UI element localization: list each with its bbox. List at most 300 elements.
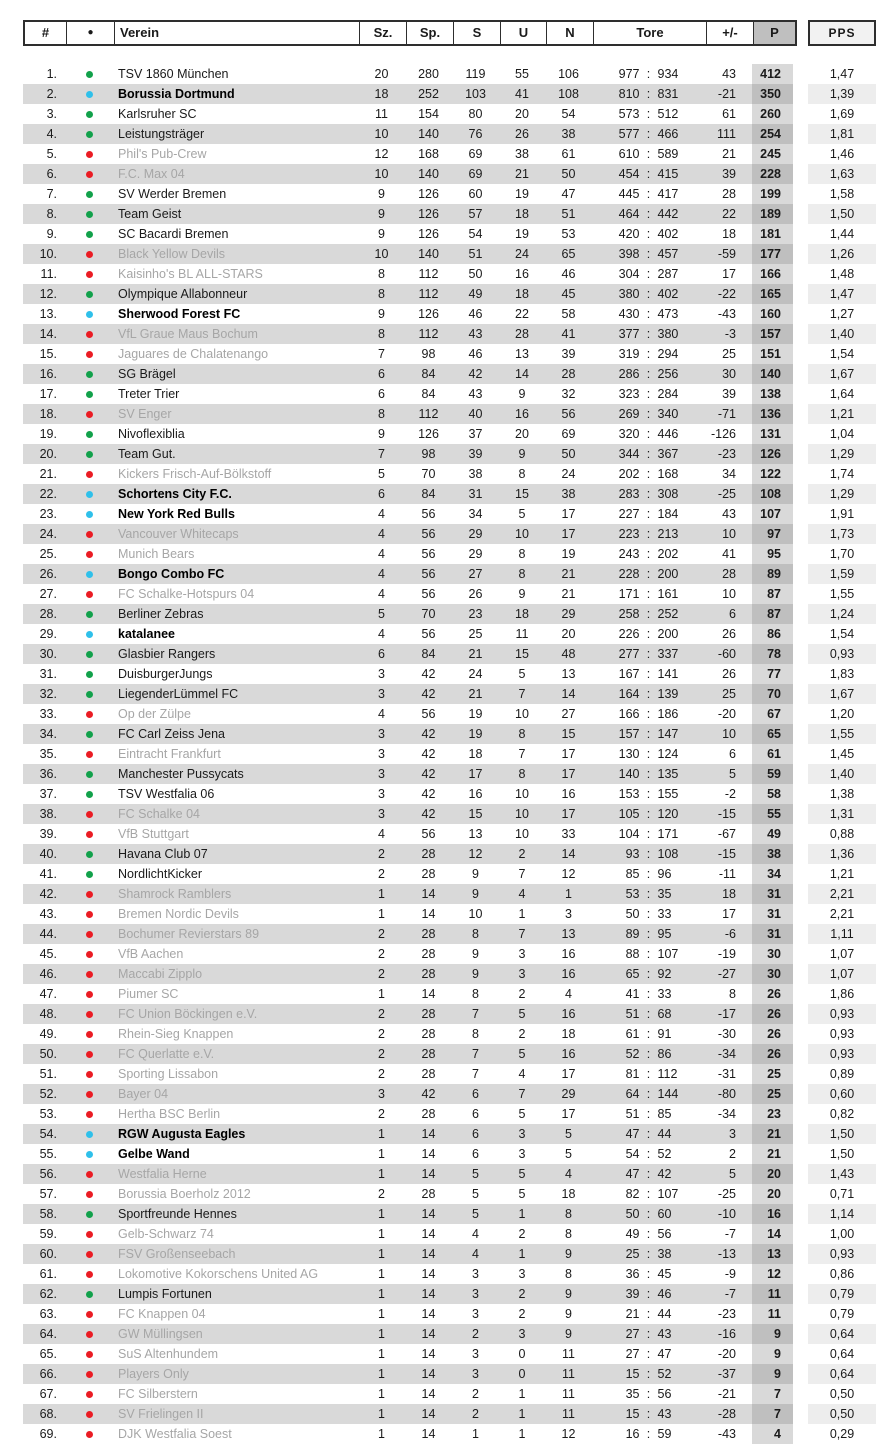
rank-cell: 66. — [23, 1364, 65, 1384]
goals-colon: : — [646, 1407, 651, 1421]
matches-cell: 280 — [418, 67, 439, 81]
points-cell: 87 — [752, 584, 793, 604]
team-name[interactable]: Gelb-Schwarz 74 — [118, 1227, 214, 1241]
losses-cell: 17 — [545, 764, 592, 784]
matches-cell: 14 — [405, 1364, 452, 1384]
table-row — [23, 624, 876, 644]
team-name[interactable]: New York Red Bulls — [118, 507, 235, 521]
goals-against: 45 — [657, 1267, 672, 1281]
seasons-cell: 3 — [378, 667, 385, 681]
points-cell: 49 — [752, 824, 793, 844]
team-name[interactable]: Lumpis Fortunen — [113, 1284, 358, 1304]
goals-for: 153 — [618, 787, 640, 801]
goals-cell — [592, 444, 705, 464]
team-name[interactable]: Sporting Lissabon — [118, 1067, 219, 1081]
table-row — [23, 324, 876, 344]
team-name[interactable]: FC Schalke 04 — [113, 804, 358, 824]
table-row — [23, 1384, 876, 1404]
seasons-cell: 2 — [378, 1027, 385, 1041]
team-name[interactable]: FC Carl Zeiss Jena — [113, 724, 358, 744]
wins-cell: 26 — [468, 587, 483, 601]
pps-cell: 1,38 — [829, 787, 855, 801]
wins-cell: 4 — [472, 1227, 479, 1241]
column-gap — [793, 244, 808, 264]
goals-for: 573 — [618, 107, 640, 121]
column-gap — [793, 544, 808, 564]
goals-against: 589 — [657, 147, 679, 161]
team-name[interactable]: Rhein-Sieg Knappen — [118, 1027, 234, 1041]
column-gap — [793, 564, 808, 584]
draws-cell: 1 — [518, 1427, 526, 1441]
matches-cell: 98 — [421, 347, 436, 361]
matches-cell: 28 — [421, 1067, 436, 1081]
column-gap — [793, 1384, 808, 1404]
wins-cell: 34 — [468, 507, 483, 521]
goals-colon: : — [646, 447, 651, 461]
header-sp: Sp. — [407, 22, 454, 44]
column-gap — [793, 1304, 808, 1324]
team-name[interactable]: Shamrock Ramblers — [113, 884, 358, 904]
team-name[interactable]: Leistungsträger — [113, 124, 358, 144]
wins-cell: 60 — [468, 187, 483, 201]
points-cell: 77 — [752, 664, 793, 684]
team-name[interactable]: Players Only — [113, 1364, 358, 1384]
team-name[interactable]: SC Bacardi Bremen — [118, 227, 229, 241]
column-gap — [793, 1044, 808, 1064]
red-status-dot-icon — [86, 1351, 93, 1358]
table-row — [23, 644, 876, 664]
goals-colon: : — [646, 647, 651, 661]
matches-cell: 112 — [405, 404, 452, 424]
goals-cell — [592, 824, 705, 844]
team-name[interactable]: Treter Trier — [118, 387, 180, 401]
red-status-dot-icon — [86, 1411, 93, 1418]
pps-cell: 0,50 — [808, 1404, 876, 1424]
team-name[interactable]: GW Müllingsen — [113, 1324, 358, 1344]
goal-diff-cell: -67 — [717, 827, 736, 841]
wins-cell: 80 — [468, 107, 483, 121]
goals-against: 934 — [657, 67, 679, 81]
goals-for: 228 — [618, 567, 640, 581]
goals-cell — [592, 1264, 705, 1284]
goals-against: 512 — [657, 107, 679, 121]
table-row — [23, 184, 876, 204]
goals-against: 107 — [657, 947, 679, 961]
status-dot-cell — [65, 324, 113, 344]
matches-cell: 56 — [421, 627, 436, 641]
goals-cell — [592, 344, 705, 364]
team-name[interactable]: SV Enger — [113, 404, 358, 424]
green-status-dot-icon — [86, 431, 93, 438]
table-row — [23, 284, 876, 304]
rank-cell: 41. — [39, 867, 57, 881]
column-gap — [793, 684, 808, 704]
wins-cell: 9 — [452, 884, 499, 904]
goals-colon: : — [646, 567, 651, 581]
team-name[interactable]: SuS Altenhundem — [118, 1347, 219, 1361]
team-name[interactable]: FC Knappen 04 — [118, 1307, 206, 1321]
goals-for: 82 — [625, 1187, 640, 1201]
team-name[interactable]: Black Yellow Devils — [113, 244, 358, 264]
pps-cell: 1,73 — [808, 524, 876, 544]
goals-cell — [592, 724, 705, 744]
goals-for: 269 — [618, 407, 640, 421]
green-status-dot-icon — [86, 291, 93, 298]
team-name[interactable]: Munich Bears — [118, 547, 195, 561]
status-dot-cell — [65, 244, 113, 264]
goals-for: 304 — [618, 267, 640, 281]
draws-cell: 8 — [518, 547, 526, 561]
goal-diff-cell: -21 — [705, 84, 752, 104]
pps-cell: 1,67 — [808, 364, 876, 384]
status-dot-cell — [65, 484, 113, 504]
table-row — [23, 104, 876, 124]
draws-cell: 3 — [518, 1147, 526, 1161]
draws-cell: 2 — [518, 1227, 526, 1241]
status-dot-cell — [65, 1164, 113, 1184]
goals-colon: : — [646, 1247, 651, 1261]
red-status-dot-icon — [86, 1071, 93, 1078]
team-name[interactable]: NordlichtKicker — [118, 867, 203, 881]
goals-cell — [592, 604, 705, 624]
seasons-cell: 3 — [358, 804, 405, 824]
draws-cell: 3 — [518, 947, 526, 961]
points-cell: 86 — [752, 624, 793, 644]
team-name[interactable]: Bayer 04 — [113, 1084, 358, 1104]
goal-diff-cell: -71 — [705, 404, 752, 424]
team-name[interactable]: Bochumer Revierstars 89 — [113, 924, 358, 944]
column-gap — [793, 1084, 808, 1104]
pps-cell: 1,47 — [829, 67, 855, 81]
team-name[interactable]: Phil's Pub-Crew — [118, 147, 207, 161]
team-name[interactable]: VfB Aachen — [118, 947, 184, 961]
team-name[interactable]: Manchester Pussycats — [113, 764, 358, 784]
team-name[interactable]: TSV Westfalia 06 — [118, 787, 215, 801]
table-row — [23, 84, 876, 104]
column-gap — [793, 304, 808, 324]
status-dot-cell — [65, 1084, 113, 1104]
goal-diff-cell: 3 — [705, 1124, 752, 1144]
column-gap — [793, 424, 808, 444]
pps-cell: 1,43 — [808, 1164, 876, 1184]
rank-cell: 58. — [23, 1204, 65, 1224]
pps-cell: 1,50 — [808, 204, 876, 224]
draws-cell: 1 — [499, 1404, 545, 1424]
goals-colon: : — [646, 1267, 651, 1281]
status-dot-cell — [65, 584, 113, 604]
rank-cell: 60. — [23, 1244, 65, 1264]
matches-cell: 42 — [405, 724, 452, 744]
team-name[interactable]: LiegenderLümmel FC — [113, 684, 358, 704]
team-name[interactable]: Westfalia Herne — [113, 1164, 358, 1184]
draws-cell: 13 — [515, 347, 529, 361]
draws-cell: 5 — [499, 1004, 545, 1024]
goals-against: 337 — [657, 647, 679, 661]
table-row — [23, 584, 876, 604]
status-dot-cell — [65, 644, 113, 664]
pps-cell: 0,60 — [808, 1084, 876, 1104]
points-cell: 34 — [752, 864, 793, 884]
losses-cell: 17 — [561, 507, 576, 521]
wins-cell: 3 — [472, 1347, 479, 1361]
goals-colon: : — [646, 667, 651, 681]
team-name[interactable]: Borussia Boerholz 2012 — [118, 1187, 251, 1201]
team-name[interactable]: Schortens City F.C. — [113, 484, 358, 504]
rank-cell: 22. — [23, 484, 65, 504]
wins-cell: 16 — [468, 787, 483, 801]
header-u: U — [501, 22, 547, 44]
team-name[interactable]: FSV Großenseebach — [113, 1244, 358, 1264]
table-row — [23, 744, 876, 764]
goals-against: 46 — [657, 1287, 672, 1301]
goals-for: 85 — [625, 867, 640, 881]
status-dot-cell — [65, 1104, 113, 1124]
team-name[interactable]: Nivoflexiblia — [118, 427, 185, 441]
draws-cell: 20 — [515, 107, 529, 121]
team-name[interactable]: Team Gut. — [113, 444, 358, 464]
status-dot-cell — [65, 564, 113, 584]
goals-for: 51 — [625, 1107, 640, 1121]
team-name[interactable]: SV Frielingen II — [113, 1404, 358, 1424]
seasons-cell: 7 — [358, 444, 405, 464]
wins-cell: 103 — [452, 84, 499, 104]
points-cell: 78 — [752, 644, 793, 664]
losses-cell: 16 — [545, 1044, 592, 1064]
wins-cell: 3 — [452, 1284, 499, 1304]
green-status-dot-icon — [86, 391, 93, 398]
matches-cell: 14 — [421, 1147, 436, 1161]
column-gap — [793, 364, 808, 384]
pps-cell: 1,44 — [829, 227, 855, 241]
goals-against: 402 — [657, 287, 679, 301]
team-name[interactable]: FC Querlatte e.V. — [113, 1044, 358, 1064]
wins-cell: 8 — [472, 987, 479, 1001]
seasons-cell: 3 — [358, 1084, 405, 1104]
goal-diff-cell: 6 — [729, 747, 736, 761]
team-name[interactable]: Jaguares de Chalatenango — [118, 347, 269, 361]
seasons-cell: 1 — [378, 1347, 385, 1361]
matches-cell: 14 — [405, 1404, 452, 1424]
table-row — [23, 1164, 876, 1184]
rank-cell: 21. — [39, 467, 57, 481]
goals-cell — [592, 1364, 705, 1384]
column-gap — [793, 1224, 808, 1244]
team-name[interactable]: FC Union Böckingen e.V. — [113, 1004, 358, 1024]
team-name[interactable]: SG Brägel — [113, 364, 358, 384]
goals-for: 420 — [618, 227, 640, 241]
team-name[interactable]: SV Werder Bremen — [118, 187, 227, 201]
matches-cell: 14 — [405, 884, 452, 904]
goal-diff-cell: -30 — [717, 1027, 736, 1041]
status-dot-cell — [65, 804, 113, 824]
team-name[interactable]: Gelbe Wand — [118, 1147, 190, 1161]
goals-cell — [592, 1284, 705, 1304]
status-dot-cell — [65, 424, 113, 444]
goal-diff-cell: -126 — [710, 427, 736, 441]
team-name[interactable]: Bremen Nordic Devils — [118, 907, 239, 921]
team-name[interactable]: Olympique Allabonneur — [113, 284, 358, 304]
red-status-dot-icon — [86, 471, 93, 478]
team-name[interactable]: katalanee — [118, 627, 175, 641]
pps-cell: 0,79 — [808, 1284, 876, 1304]
pps-cell: 1,24 — [808, 604, 876, 624]
goals-against: 96 — [657, 867, 672, 881]
pps-cell: 1,86 — [829, 987, 855, 1001]
team-name[interactable]: DuisburgerJungs — [118, 667, 213, 681]
losses-cell: 50 — [545, 164, 592, 184]
goals-for: 377 — [618, 327, 640, 341]
seasons-cell: 2 — [358, 844, 405, 864]
goals-cell — [592, 1224, 705, 1244]
seasons-cell: 8 — [378, 267, 385, 281]
losses-cell: 15 — [545, 724, 592, 744]
draws-cell: 9 — [518, 387, 526, 401]
seasons-cell: 1 — [378, 1147, 385, 1161]
pps-cell: 1,07 — [808, 964, 876, 984]
goals-cell — [592, 864, 705, 884]
draws-cell: 10 — [499, 524, 545, 544]
matches-cell: 42 — [421, 667, 436, 681]
goals-colon: : — [646, 367, 651, 381]
points-cell: 254 — [752, 124, 793, 144]
draws-cell: 8 — [499, 724, 545, 744]
team-name[interactable]: Vancouver Whitecaps — [113, 524, 358, 544]
team-name[interactable]: Glasbier Rangers — [113, 644, 358, 664]
matches-cell: 28 — [421, 947, 436, 961]
goal-diff-cell: -80 — [705, 1084, 752, 1104]
team-name[interactable]: VfB Stuttgart — [118, 827, 189, 841]
red-status-dot-icon — [86, 1311, 93, 1318]
goals-against: 168 — [657, 467, 679, 481]
losses-cell: 108 — [545, 84, 592, 104]
goals-colon: : — [646, 207, 651, 221]
matches-cell: 28 — [421, 1107, 436, 1121]
seasons-cell: 9 — [378, 307, 385, 321]
cyan-status-dot-icon — [86, 311, 93, 318]
points-cell: 14 — [752, 1224, 793, 1244]
wins-cell: 42 — [452, 364, 499, 384]
status-dot-cell — [65, 164, 113, 184]
pps-cell: 1,70 — [829, 547, 855, 561]
team-name[interactable]: Lokomotive Kokorschens United AG — [118, 1267, 319, 1281]
goal-diff-cell: 10 — [705, 524, 752, 544]
team-name[interactable]: F.C. Max 04 — [113, 164, 358, 184]
goals-for: 258 — [618, 607, 640, 621]
goals-colon: : — [646, 847, 651, 861]
team-name[interactable]: Bongo Combo FC — [113, 564, 358, 584]
losses-cell: 48 — [545, 644, 592, 664]
seasons-cell: 1 — [378, 1427, 385, 1441]
goal-diff-cell: 61 — [722, 107, 736, 121]
team-name[interactable]: Karlsruher SC — [118, 107, 197, 121]
points-cell: 13 — [752, 1244, 793, 1264]
team-name[interactable]: VfL Graue Maus Bochum — [113, 324, 358, 344]
seasons-cell: 6 — [358, 644, 405, 664]
draws-cell: 5 — [499, 1044, 545, 1064]
team-name[interactable]: Piumer SC — [118, 987, 179, 1001]
red-status-dot-icon — [86, 1251, 93, 1258]
points-cell: 31 — [752, 884, 793, 904]
points-cell: 20 — [752, 1164, 793, 1184]
team-name[interactable]: Berliner Zebras — [113, 604, 358, 624]
status-dot-cell — [65, 1004, 113, 1024]
table-row — [23, 124, 876, 144]
goals-for: 164 — [618, 687, 640, 701]
team-name[interactable]: Kaisinho's BL ALL-STARS — [118, 267, 263, 281]
team-name[interactable]: Kickers Frisch-Auf-Bölkstoff — [118, 467, 272, 481]
column-gap — [793, 464, 808, 484]
wins-cell: 21 — [452, 644, 499, 664]
team-name[interactable]: Sherwood Forest FC — [118, 307, 241, 321]
team-name[interactable]: Sportfreunde Hennes — [113, 1204, 358, 1224]
team-name[interactable]: Team Geist — [113, 204, 358, 224]
rank-cell: 26. — [23, 564, 65, 584]
draws-cell: 10 — [499, 804, 545, 824]
table-row — [23, 264, 876, 284]
goal-diff-cell: 17 — [722, 267, 736, 281]
wins-cell: 6 — [472, 1107, 479, 1121]
team-name[interactable]: TSV 1860 München — [118, 67, 229, 81]
team-name[interactable]: RGW Augusta Eagles — [113, 1124, 358, 1144]
team-name[interactable]: Borussia Dortmund — [113, 84, 358, 104]
goals-colon: : — [646, 1027, 651, 1041]
rank-cell: 4. — [23, 124, 65, 144]
goal-diff-cell: -2 — [724, 787, 736, 801]
wins-cell: 7 — [472, 1067, 479, 1081]
goals-against: 60 — [657, 1207, 672, 1221]
goals-colon: : — [646, 607, 651, 621]
team-name[interactable]: FC Schalke-Hotspurs 04 — [118, 587, 255, 601]
team-name[interactable]: Op der Zülpe — [118, 707, 191, 721]
seasons-cell: 4 — [378, 547, 385, 561]
seasons-cell: 8 — [358, 404, 405, 424]
column-gap — [793, 84, 808, 104]
points-cell: 25 — [752, 1064, 793, 1084]
points-cell: 61 — [752, 744, 793, 764]
draws-cell: 18 — [499, 204, 545, 224]
goals-against: 120 — [657, 807, 679, 821]
team-name[interactable]: Eintracht Frankfurt — [118, 747, 221, 761]
losses-cell: 17 — [561, 1107, 576, 1121]
team-name[interactable]: Maccabi Zipplo — [113, 964, 358, 984]
goals-for: 157 — [618, 727, 640, 741]
red-status-dot-icon — [86, 1091, 93, 1098]
team-name[interactable]: DJK Westfalia Soest — [118, 1427, 232, 1441]
status-dot-cell — [65, 744, 113, 764]
team-name[interactable]: FC Silberstern — [118, 1387, 198, 1401]
column-gap — [793, 664, 808, 684]
team-name[interactable]: Havana Club 07 — [113, 844, 358, 864]
header-tore: Tore — [594, 22, 707, 44]
goal-diff-cell: 10 — [705, 724, 752, 744]
losses-cell: 12 — [561, 1427, 576, 1441]
seasons-cell: 1 — [378, 1267, 385, 1281]
points-cell: 25 — [752, 1084, 793, 1104]
wins-cell: 27 — [452, 564, 499, 584]
cyan-status-dot-icon — [86, 511, 93, 518]
points-cell: 136 — [752, 404, 793, 424]
losses-cell: 27 — [561, 707, 576, 721]
red-status-dot-icon — [86, 951, 93, 958]
table-header-main — [23, 20, 797, 46]
wins-cell: 8 — [472, 1027, 479, 1041]
losses-cell: 16 — [545, 964, 592, 984]
points-cell: 9 — [752, 1344, 793, 1364]
goals-against: 44 — [657, 1307, 672, 1321]
status-dot-cell — [65, 964, 113, 984]
team-name[interactable]: Hertha BSC Berlin — [118, 1107, 221, 1121]
matches-cell: 140 — [405, 124, 452, 144]
